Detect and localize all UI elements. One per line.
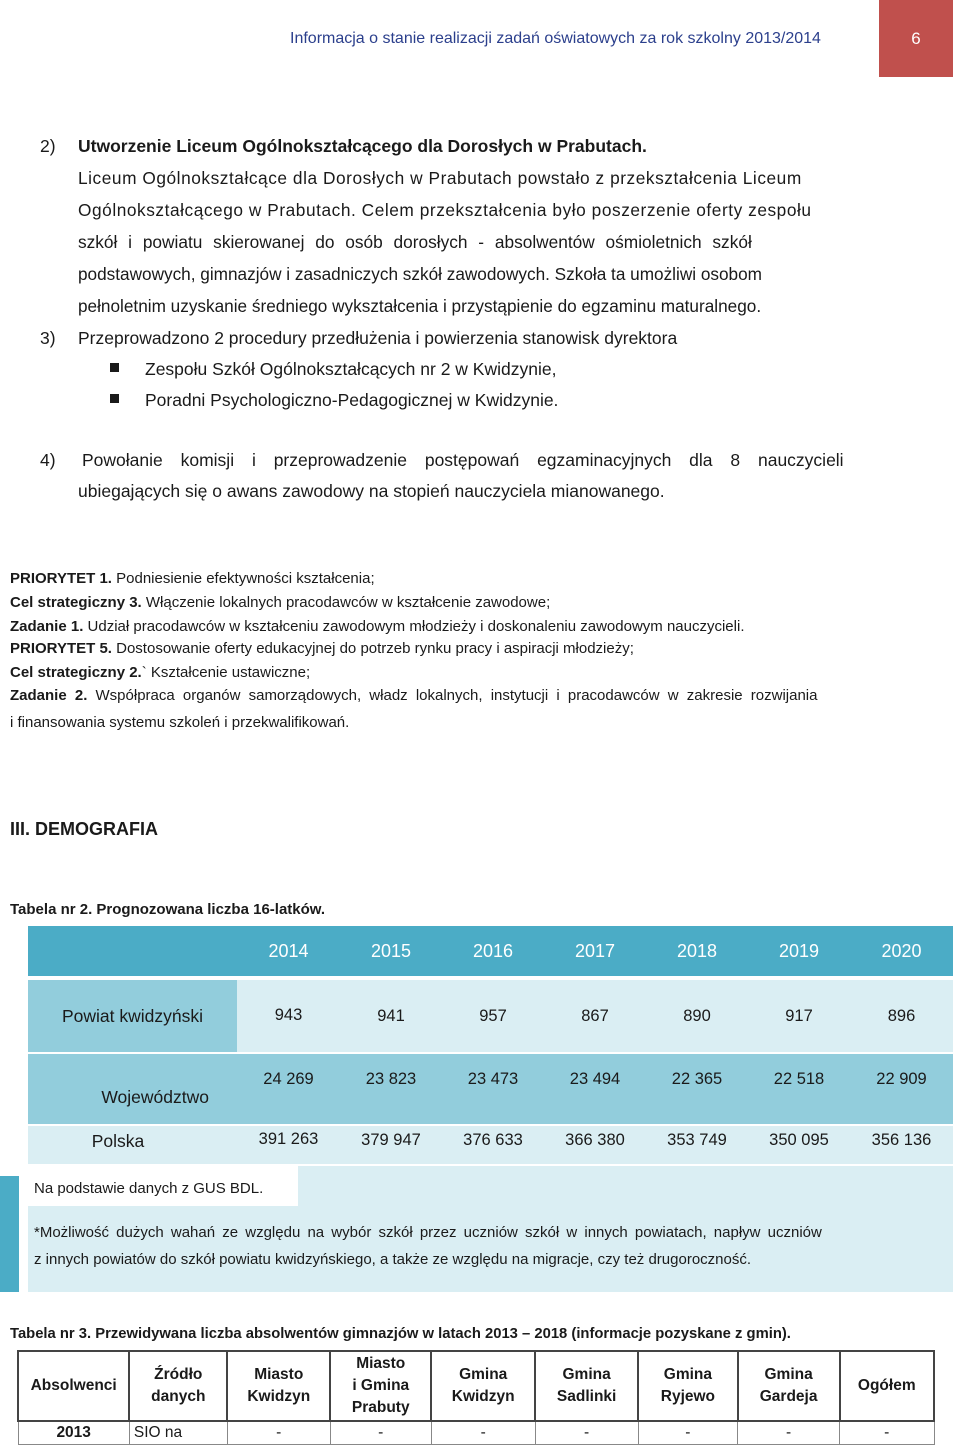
priority-label: Zadanie 1. <box>10 618 84 635</box>
table-3-header: Źródło danych <box>129 1351 227 1421</box>
table-3-cell: - <box>330 1421 431 1445</box>
table-3-header: Gmina Gardeja <box>738 1351 840 1421</box>
table-3-cell: - <box>638 1421 738 1445</box>
table-2-footnote-line-2: z innych powiatów do szkół powiatu kwidzyńskiego, a także ze względu na migracje, czy też drugoroczność. <box>34 1251 752 1268</box>
priority-line-3 <box>10 615 744 639</box>
note-accent-bar <box>0 1176 19 1292</box>
table-2-year: 2020 <box>881 940 922 961</box>
table-3-cell: - <box>431 1421 535 1445</box>
section-2-line-2: Ogólnokształcącego w Prabutach. Celem przekształcenia było poszerzenie oferty zespołu <box>78 200 812 220</box>
priority-line-5 <box>10 661 310 685</box>
priority-label: Cel strategiczny 2. <box>10 664 142 681</box>
table-2-year: 2018 <box>676 940 718 961</box>
table-2-cell: 943 <box>274 1006 303 1024</box>
section-title: III. DEMOGRAFIA <box>10 819 158 839</box>
section-2-heading: Utworzenie Liceum Ogólnokształcącego dla Dorosłych w Prabutach. <box>78 136 647 156</box>
table-2-cell: 957 <box>479 1006 507 1025</box>
table-3-cell: - <box>738 1421 840 1445</box>
table-2-row-label: Powiat kwidzyński <box>61 1005 204 1026</box>
section-3-bullet-2: Poradni Psychologiczno-Pedagogicznej w Kwidzynie. <box>145 390 559 410</box>
table-3-header: Gmina Ryjewo <box>638 1351 738 1421</box>
priority-text: Włączenie lokalnych pracodawców w kształcenie zawodowe; <box>141 594 551 611</box>
priority-line-4 <box>10 637 634 661</box>
table-2-cell: 890 <box>683 1006 711 1025</box>
table-2-cell: 867 <box>581 1006 609 1025</box>
item-number-4: 4) <box>40 450 56 470</box>
table-2-year: 2019 <box>778 940 820 961</box>
table-2-cell: 356 136 <box>871 1130 932 1149</box>
table-3-header: Absolwenci <box>18 1351 129 1421</box>
table-2-year: 2015 <box>370 940 412 961</box>
table-3-header: Gmina Sadlinki <box>535 1351 638 1421</box>
table-2-cell: 379 947 <box>361 1130 421 1149</box>
priority-text: Podniesienie efektywności kształcenia; <box>111 570 375 587</box>
table-2-cell: 22 518 <box>773 1069 825 1088</box>
priority-line-7: i finansowania systemu szkoleń i przekwalifikowań. <box>10 714 350 731</box>
table-2-cell: 350 095 <box>769 1130 829 1149</box>
running-header: Informacja o stanie realizacji zadań oświatowych za rok szkolny 2013/2014 <box>290 30 821 47</box>
priority-line-1 <box>10 567 375 591</box>
table-2-source-note: Na podstawie danych z GUS BDL. <box>34 1180 264 1197</box>
table-2-cell: 896 <box>887 1006 916 1025</box>
item-number-3: 3) <box>40 328 56 348</box>
page-number: 6 <box>911 28 921 48</box>
priority-text: Współpraca organów samorządowych, władz lokalnych, instytucji i pracodawców w zakresie rozwijania <box>87 687 818 704</box>
page-number-badge <box>879 0 953 77</box>
table-3-header: Miasto Kwidzyn <box>227 1351 330 1421</box>
table-2-cell: 391 263 <box>258 1129 319 1148</box>
table-2-cell: 23 473 <box>467 1069 519 1088</box>
section-4-line-1: Powołanie komisji i przeprowadzenie postępowań egzaminacyjnych dla 8 nauczycieli <box>82 450 844 470</box>
priority-label: Cel strategiczny 3. <box>10 594 142 611</box>
priority-text: ` Kształcenie ustawiczne; <box>141 664 311 681</box>
priority-line-2 <box>10 591 550 615</box>
table-2-cell: 23 823 <box>365 1069 417 1088</box>
table-3-header: Miasto i Gmina Prabuty <box>330 1351 431 1421</box>
table-3 <box>17 1350 935 1445</box>
table-2-year: 2017 <box>574 940 616 961</box>
table-2-row-label: Województwo <box>101 1086 209 1107</box>
item-number-2: 2) <box>40 136 56 156</box>
table-3-cell: - <box>227 1421 330 1445</box>
bullet-square-icon <box>110 363 119 372</box>
priority-text: Udział pracodawców w kształceniu zawodowym młodzieży i doskonaleniu zawodowym nauczycieli. <box>83 618 745 635</box>
table-2-cell: 366 380 <box>565 1130 625 1149</box>
table-3-header-row <box>18 1351 934 1421</box>
table-2-cell: 376 633 <box>463 1130 523 1149</box>
table-2-cell: 353 749 <box>667 1130 727 1149</box>
table-2-cell: 22 365 <box>671 1069 723 1088</box>
section-3-bullet-1: Zespołu Szkół Ogólnokształcących nr 2 w Kwidzynie, <box>145 359 557 379</box>
bullet-square-icon <box>110 394 119 403</box>
table-2-cell: 23 494 <box>569 1069 621 1088</box>
priority-line-6 <box>10 684 942 708</box>
table-row <box>18 1421 934 1445</box>
section-2-line-5: pełnoletnim uzyskanie średniego wykształcenia i przystąpienie do egzaminu maturalnego. <box>78 296 762 316</box>
section-3-text: Przeprowadzono 2 procedury przedłużenia i powierzenia stanowisk dyrektora <box>78 328 678 348</box>
table-3-cell: SIO na <box>129 1421 227 1445</box>
table-3-cell: - <box>535 1421 638 1445</box>
table-2-footnote-line-1: *Możliwość dużych wahań ze względu na wybór szkół przez uczniów szkół w innych powiatach, napływ uczniów <box>34 1224 822 1241</box>
priority-label: PRIORYTET 5. <box>10 640 112 657</box>
priority-label: PRIORYTET 1. <box>10 570 112 587</box>
table-2-year: 2016 <box>472 940 514 961</box>
table-2-cell: 22 909 <box>876 1069 927 1088</box>
table-3-header: Ogółem <box>840 1351 934 1421</box>
table-2-cell: 917 <box>785 1006 813 1025</box>
table-2-header-empty-cell <box>28 926 237 976</box>
section-2-line-3: szkół i powiatu skierowanej do osób dorosłych - absolwentów ośmioletnich szkół <box>78 232 752 252</box>
priority-text: Dostosowanie oferty edukacyjnej do potrzeb rynku pracy i aspiracji młodzieży; <box>111 640 634 657</box>
table-3-caption: Tabela nr 3. Przewidywana liczba absolwentów gimnazjów w latach 2013 – 2018 (informacje pozyskane z gmin). <box>10 1326 791 1342</box>
table-2-row-label: Polska <box>91 1130 145 1151</box>
table-2-cell: 24 269 <box>263 1069 314 1088</box>
table-3-header: Gmina Kwidzyn <box>431 1351 535 1421</box>
table-2-year: 2014 <box>268 940 309 961</box>
section-2-line-1: Liceum Ogólnokształcące dla Dorosłych w Prabutach powstało z przekształcenia Liceum <box>78 168 802 188</box>
section-4-line-2: ubiegających się o awans zawodowy na stopień nauczyciela mianowanego. <box>78 481 665 501</box>
table-3-cell: 2013 <box>18 1421 129 1445</box>
priority-label: Zadanie 2. <box>10 687 88 704</box>
section-2-line-4: podstawowych, gimnazjów i zasadniczych szkół zawodowych. Szkoła ta umożliwi osobom <box>78 264 762 284</box>
table-2-cell: 941 <box>377 1006 405 1025</box>
table-2-caption: Tabela nr 2. Prognozowana liczba 16-latków. <box>10 901 326 918</box>
table-3-cell: - <box>840 1421 934 1445</box>
